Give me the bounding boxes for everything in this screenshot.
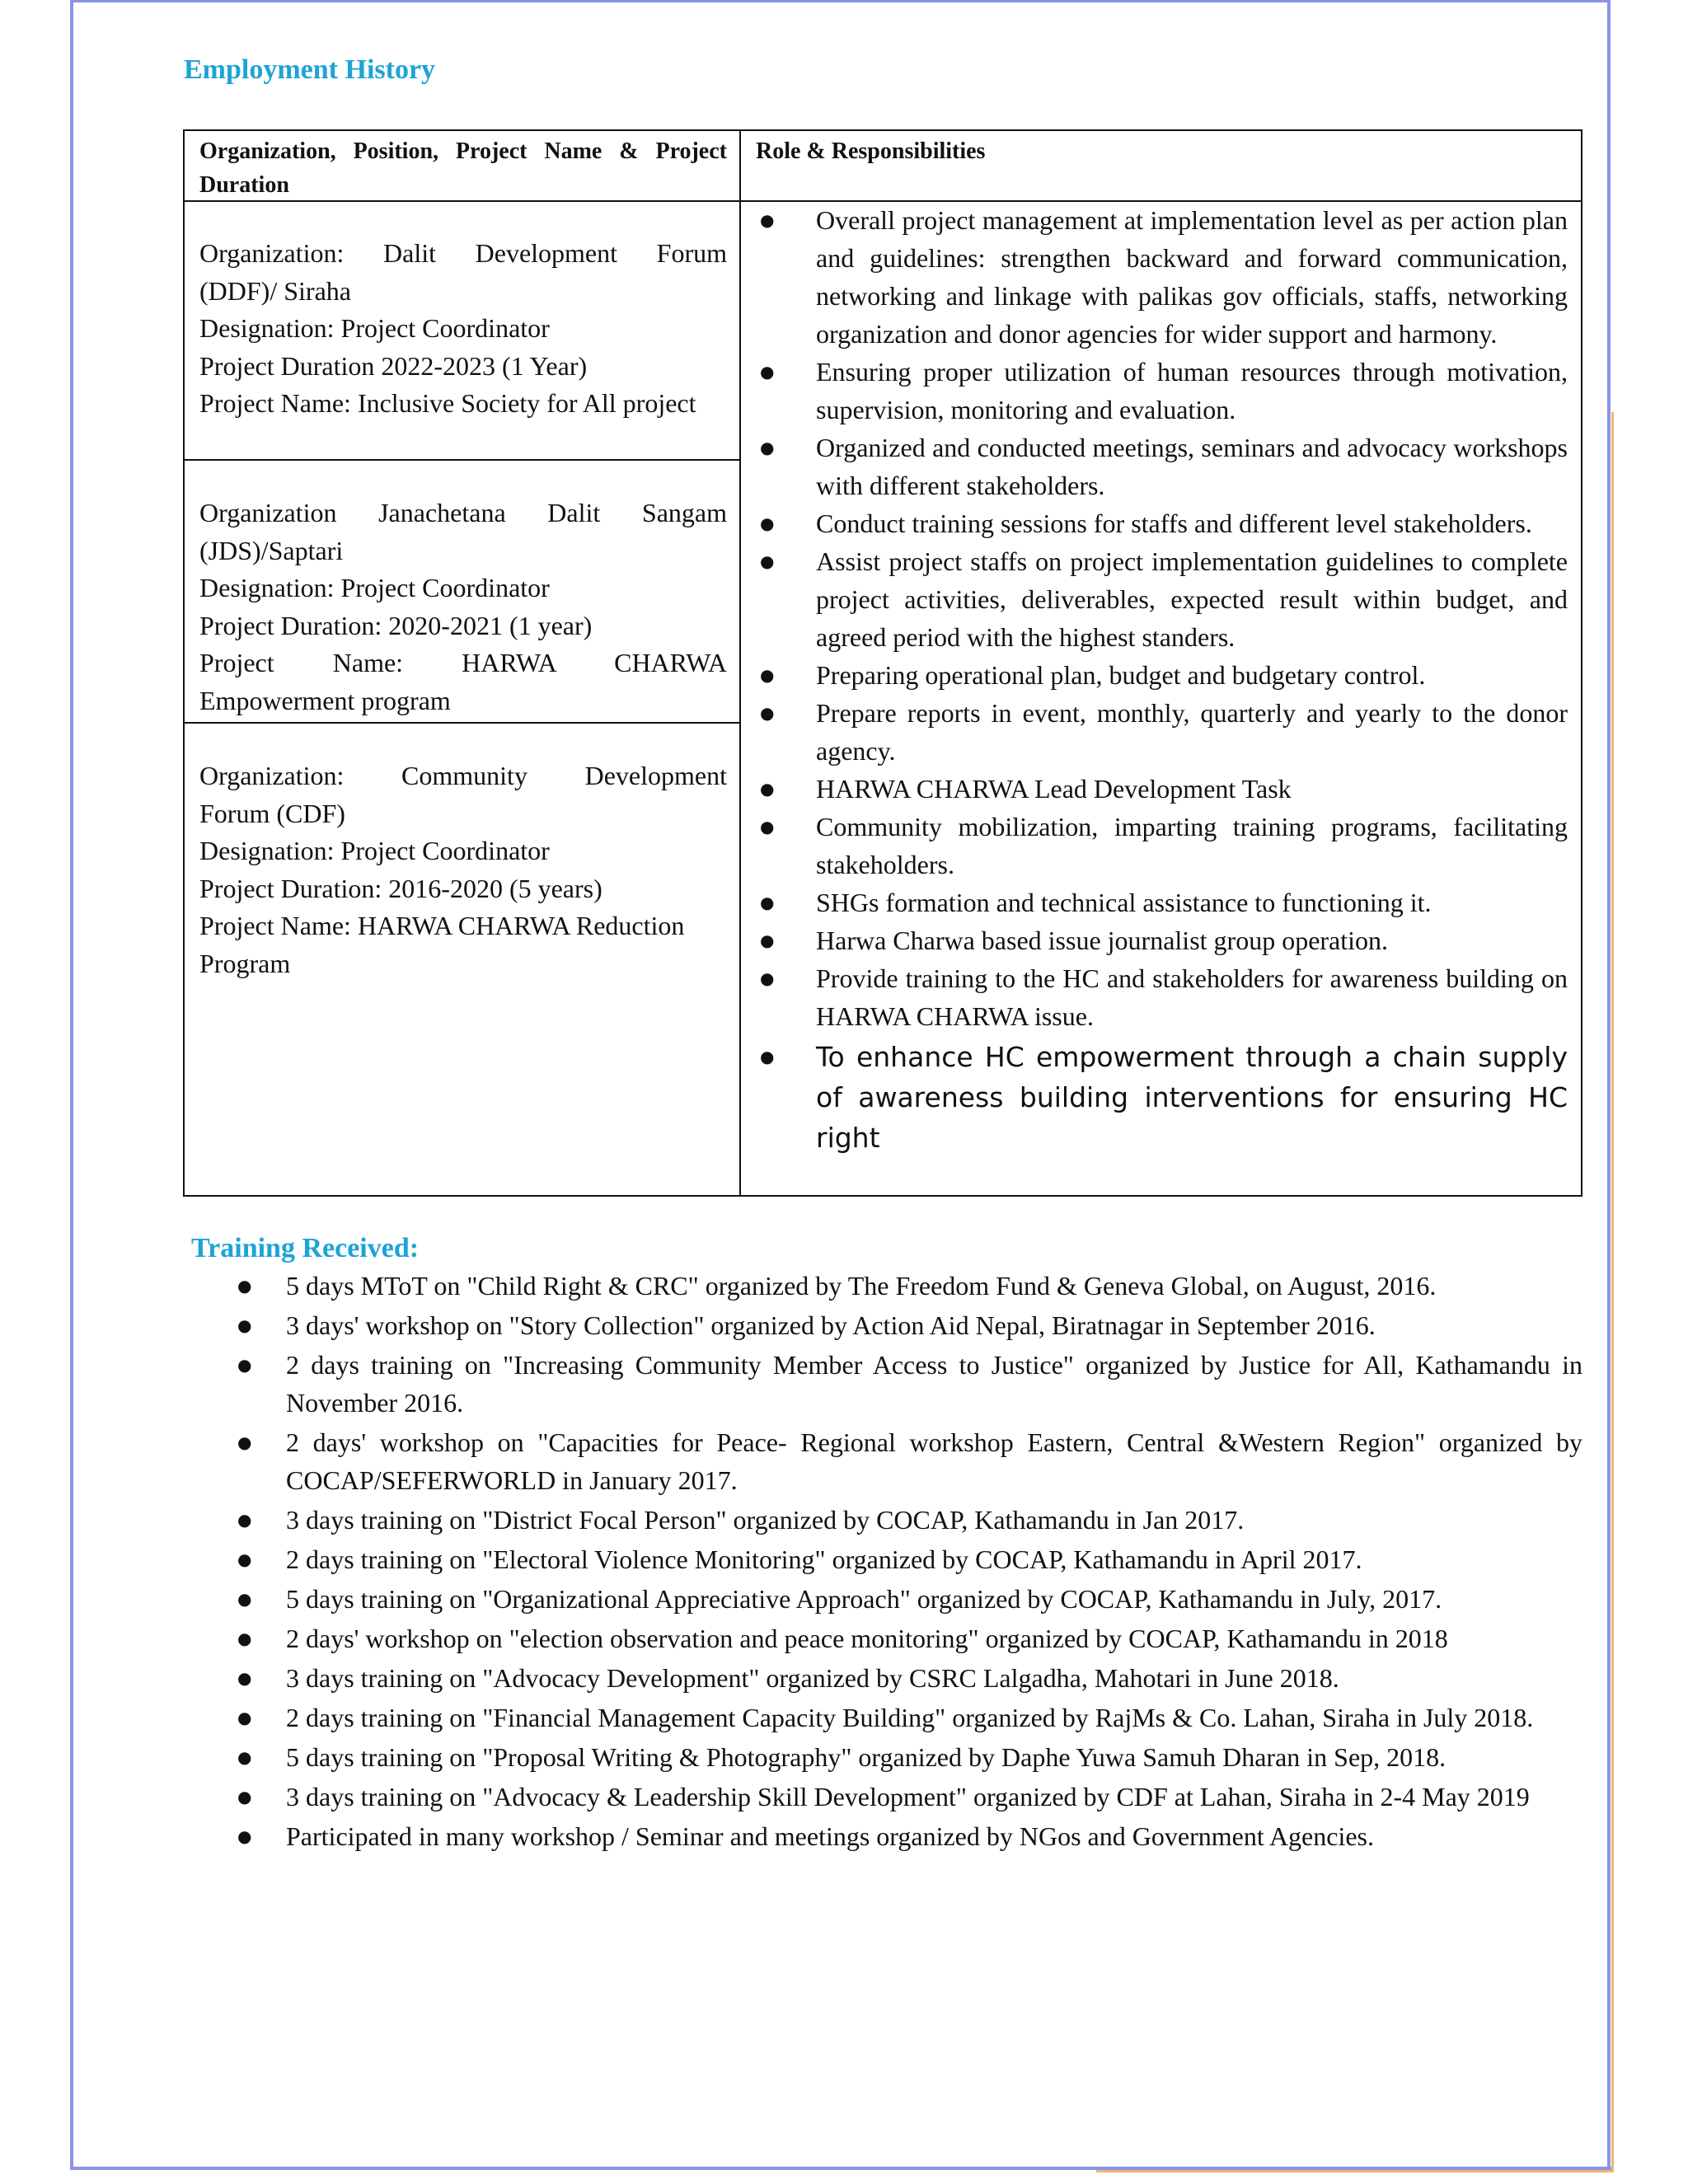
training-list xyxy=(236,1267,1582,1857)
bullet-icon: ● xyxy=(760,930,775,950)
bullet-icon: ● xyxy=(237,1826,252,1846)
table-header-organization: Organization, Position, Project Name & Project Duration xyxy=(199,138,727,198)
responsibilities-list xyxy=(756,201,1568,1158)
list-item xyxy=(236,1659,1582,1697)
page-frame-left xyxy=(70,0,73,2170)
bullet-icon: ● xyxy=(237,1708,252,1727)
organization-entry-cdf xyxy=(199,757,727,982)
training-text: 3 days training on "Advocacy Development" organized by CSRC Lalgadha, Mahotari in June 2018. xyxy=(286,1663,1339,1693)
org-line: Program xyxy=(199,948,291,978)
list-item xyxy=(756,656,1568,694)
list-item xyxy=(756,504,1568,542)
org-line: Empowerment program xyxy=(199,685,451,715)
list-item xyxy=(756,883,1568,921)
responsibility-text: Provide training to the HC and stakeholders for awareness building on HARWA CHARWA issue. xyxy=(816,963,1568,1031)
bullet-icon: ● xyxy=(760,703,775,723)
list-item xyxy=(236,1580,1582,1618)
organization-separator xyxy=(185,459,741,461)
employment-history-heading: Employment History xyxy=(184,54,436,85)
org-line: Project Name: HARWA CHARWA Reduction xyxy=(199,911,685,940)
org-line: (DDF)/ Siraha xyxy=(199,275,351,306)
responsibility-text: To enhance HC empowerment through a chain supply of awareness building interventions for ensuring HC right xyxy=(816,1041,1568,1154)
training-text: 3 days training on "District Focal Person" organized by COCAP, Kathamandu in Jan 2017. xyxy=(286,1505,1245,1535)
list-item xyxy=(236,1619,1582,1657)
responsibility-text: Community mobilization, imparting training programs, facilitating stakeholders. xyxy=(816,812,1568,879)
training-text: 3 days' workshop on "Story Collection" organized by Action Aid Nepal, Biratnagar in September 2016. xyxy=(286,1310,1376,1340)
org-line: Organization: Community Development xyxy=(199,761,727,790)
org-line: Forum (CDF) xyxy=(199,798,345,828)
list-item xyxy=(756,921,1568,959)
list-item xyxy=(756,808,1568,883)
bullet-icon: ● xyxy=(237,1549,252,1569)
org-line: Project Name: Inclusive Society for All project xyxy=(199,388,696,418)
responsibility-text: Harwa Charwa based issue journalist group operation. xyxy=(816,926,1389,955)
bullet-icon: ● xyxy=(760,1047,775,1066)
page-frame-right xyxy=(1607,0,1611,2170)
training-text: Participated in many workshop / Seminar and meetings organized by NGos and Government Agencies. xyxy=(286,1821,1374,1851)
list-item xyxy=(236,1699,1582,1736)
bullet-icon: ● xyxy=(760,665,775,685)
training-text: 2 days training on "Increasing Community Member Access to Justice" organized by Justice for All, Kathamandu in November 2016. xyxy=(286,1350,1582,1418)
list-item xyxy=(236,1540,1582,1578)
table-column-divider xyxy=(739,131,741,1195)
list-item xyxy=(756,353,1568,429)
list-item xyxy=(756,694,1568,770)
page-frame-accent-bottom xyxy=(1096,2170,1614,2172)
org-line: Designation: Project Coordinator xyxy=(199,573,550,602)
bullet-icon: ● xyxy=(237,1589,252,1609)
bullet-icon: ● xyxy=(237,1668,252,1688)
organization-separator xyxy=(185,722,741,724)
responsibility-text: Ensuring proper utilization of human resources through motivation, supervision, monitoring and evaluation. xyxy=(816,357,1568,424)
page-frame-accent-right xyxy=(1611,412,1614,2170)
org-line: Project Name: HARWA CHARWA xyxy=(199,648,727,677)
bullet-icon: ● xyxy=(760,817,775,837)
responsibility-text: HARWA CHARWA Lead Development Task xyxy=(816,774,1292,804)
list-item xyxy=(756,201,1568,353)
bullet-icon: ● xyxy=(237,1787,252,1807)
organization-entry-jds xyxy=(199,494,727,719)
org-line: (JDS)/Saptari xyxy=(199,535,344,565)
training-text: 5 days training on "Organizational Appreciative Approach" organized by COCAP, Kathamandu in July, 2017. xyxy=(286,1584,1442,1614)
training-text: 5 days training on "Proposal Writing & Photography" organized by Daphe Yuwa Samuh Dharan in Sep, 2018. xyxy=(286,1742,1447,1772)
employment-table xyxy=(183,129,1582,1197)
bullet-icon: ● xyxy=(760,513,775,533)
list-item xyxy=(756,429,1568,504)
list-item xyxy=(236,1778,1582,1816)
training-text: 3 days training on "Advocacy & Leadership Skill Development" organized by CDF at Lahan, Siraha in 2-4 May 2019 xyxy=(286,1782,1530,1811)
list-item xyxy=(236,1817,1582,1855)
org-line: Organization Janachetana Dalit Sangam xyxy=(199,498,727,527)
org-line: Organization: Dalit Development Forum xyxy=(199,238,727,268)
org-line: Designation: Project Coordinator xyxy=(199,836,550,865)
responsibility-text: Preparing operational plan, budget and budgetary control. xyxy=(816,660,1426,690)
list-item xyxy=(236,1423,1582,1499)
bullet-icon: ● xyxy=(760,210,775,230)
responsibility-text: Organized and conducted meetings, seminars and advocacy workshops with different stakeholders. xyxy=(816,433,1568,500)
bullet-icon: ● xyxy=(760,968,775,988)
bullet-icon: ● xyxy=(760,551,775,571)
bullet-icon: ● xyxy=(237,1315,252,1335)
bullet-icon: ● xyxy=(237,1629,252,1648)
org-line: Project Duration 2022-2023 (1 Year) xyxy=(199,350,588,381)
responsibility-text: Assist project staffs on project implementation guidelines to complete project activities, deliverables, expected result within budget, and agreed period with the highest standers. xyxy=(816,546,1568,652)
responsibility-text: Conduct training sessions for staffs and different level stakeholders. xyxy=(816,509,1532,538)
training-text: 2 days training on "Financial Management Capacity Building" organized by RajMs & Co. Lahan, Siraha in July 2018. xyxy=(286,1703,1534,1732)
responsibility-text: SHGs formation and technical assistance to functioning it. xyxy=(816,888,1432,917)
bullet-icon: ● xyxy=(760,362,775,382)
training-text: 2 days' workshop on "Capacities for Peace- Regional workshop Eastern, Central &Western Region" organized by COCAP/SEFERWORLD in January 2017. xyxy=(286,1427,1582,1495)
list-item xyxy=(756,542,1568,656)
page-frame-top xyxy=(70,0,1611,2)
list-item xyxy=(236,1738,1582,1776)
bullet-icon: ● xyxy=(760,779,775,799)
bullet-icon: ● xyxy=(760,893,775,912)
training-text: 5 days MToT on "Child Right & CRC" organized by The Freedom Fund & Geneva Global, on August, 2016. xyxy=(286,1271,1437,1301)
bullet-icon: ● xyxy=(237,1276,252,1296)
org-line: Project Duration: 2020-2021 (1 year) xyxy=(199,610,593,640)
bullet-icon: ● xyxy=(237,1355,252,1375)
training-text: 2 days' workshop on "election observation and peace monitoring" organized by COCAP, Kathamandu in 2018 xyxy=(286,1624,1448,1653)
list-item xyxy=(756,959,1568,1035)
bullet-icon: ● xyxy=(237,1747,252,1767)
org-line: Designation: Project Coordinator xyxy=(199,313,550,343)
training-text: 2 days training on "Electoral Violence Monitoring" organized by COCAP, Kathamandu in April 2017. xyxy=(286,1544,1362,1574)
bullet-icon: ● xyxy=(237,1432,252,1452)
list-item xyxy=(756,1037,1568,1158)
list-item xyxy=(756,770,1568,808)
organization-entry-ddf xyxy=(199,235,727,423)
responsibility-text: Overall project management at implementation level as per action plan and guidelines: strengthen backward and forward communication, networking and linkage with palikas gov officials, staffs, networking organization and donor agencies for wider support and harmony. xyxy=(816,205,1568,349)
org-line: Project Duration: 2016-2020 (5 years) xyxy=(199,873,603,903)
list-item xyxy=(236,1306,1582,1344)
training-received-heading: Training Received: xyxy=(191,1233,420,1263)
list-item xyxy=(236,1346,1582,1422)
bullet-icon: ● xyxy=(237,1510,252,1530)
bullet-icon: ● xyxy=(760,438,775,457)
list-item xyxy=(236,1501,1582,1539)
table-header-responsibilities: Role & Responsibilities xyxy=(756,138,986,164)
responsibility-text: Prepare reports in event, monthly, quarterly and yearly to the donor agency. xyxy=(816,698,1568,766)
list-item xyxy=(236,1267,1582,1305)
